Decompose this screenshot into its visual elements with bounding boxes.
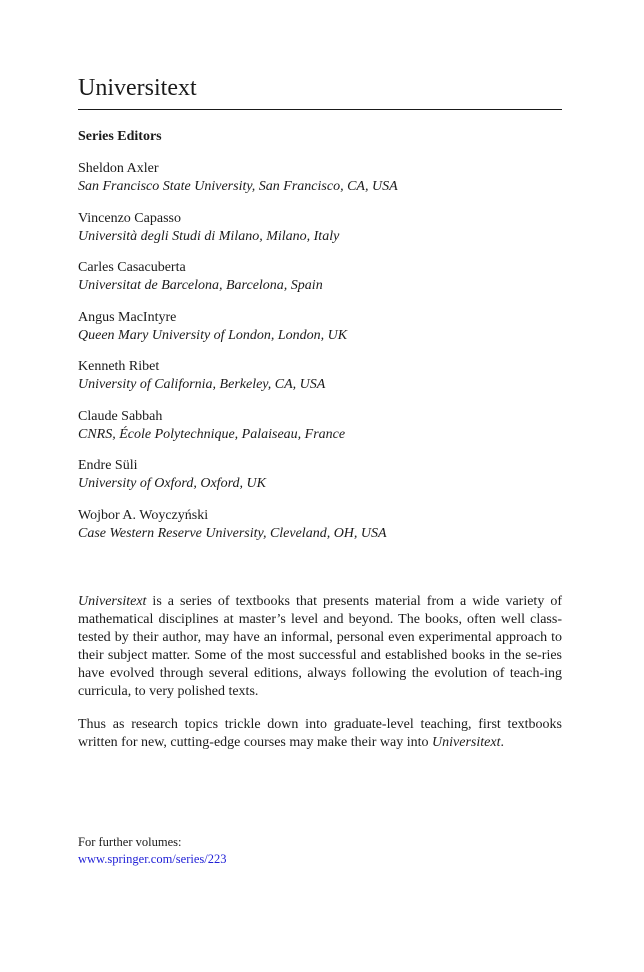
editor-entry — [78, 408, 562, 458]
editor-name: Carles Casacuberta — [78, 260, 186, 275]
series-description — [78, 593, 562, 767]
editor-entry — [78, 358, 562, 408]
editor-entry — [78, 309, 562, 359]
editor-affiliation: Università degli Studi di Milano, Milano, Italy — [78, 228, 340, 244]
series-name-italic: Universitext — [78, 594, 147, 609]
series-title: Universitext — [78, 75, 197, 101]
editor-name: Kenneth Ribet — [78, 359, 160, 374]
editors-heading: Series Editors — [78, 129, 162, 144]
editor-name: Wojbor A. Woyczyński — [78, 507, 209, 523]
title-rule — [78, 109, 562, 110]
editor-affiliation: University of California, Berkeley, CA, USA — [78, 377, 326, 392]
editor-entry — [78, 210, 562, 260]
editor-name: Endre Süli — [78, 458, 138, 473]
further-volumes — [78, 834, 226, 867]
description-text: Thus as research topics trickle down into graduate-level teaching, first textbooks written for new, cutting-edge courses may make their way into — [78, 717, 562, 750]
description-paragraph-2 — [78, 716, 562, 752]
editors-list — [78, 160, 562, 556]
further-volumes-label: For further volumes: — [78, 835, 182, 849]
editor-name: Vincenzo Capasso — [78, 210, 181, 226]
editor-affiliation: San Francisco State University, San Francisco, CA, USA — [78, 179, 398, 194]
description-paragraph-1 — [78, 593, 562, 701]
editor-affiliation: CNRS, École Polytechnique, Palaiseau, France — [78, 426, 346, 442]
description-text: . — [500, 735, 504, 750]
editor-entry — [78, 259, 562, 309]
editor-name: Sheldon Axler — [78, 161, 159, 176]
editor-name: Claude Sabbah — [78, 408, 163, 424]
editor-affiliation: Case Western Reserve University, Cleveland, OH, USA — [78, 525, 387, 541]
editor-entry — [78, 457, 562, 507]
editor-affiliation: University of Oxford, Oxford, UK — [78, 476, 266, 491]
description-text: is a series of textbooks that presents material from a wide variety of mathematical disciplines at master’s level and beyond. The books, often well class-tested by their author, may have an informal, personal even experimental approach to their subject matter. Some of the most successful and established books in the se-ries have evolved through several editions, always following the evolution of teach-ing curricula, to very polished texts. — [78, 594, 562, 699]
series-link[interactable]: www.springer.com/series/223 — [78, 851, 227, 866]
editor-name: Angus MacIntyre — [78, 309, 177, 325]
editor-entry — [78, 507, 562, 557]
editor-affiliation: Queen Mary University of London, London, UK — [78, 327, 348, 343]
series-name-italic: Universitext — [432, 735, 501, 750]
editor-entry — [78, 160, 562, 210]
editor-affiliation: Universitat de Barcelona, Barcelona, Spain — [78, 278, 323, 293]
